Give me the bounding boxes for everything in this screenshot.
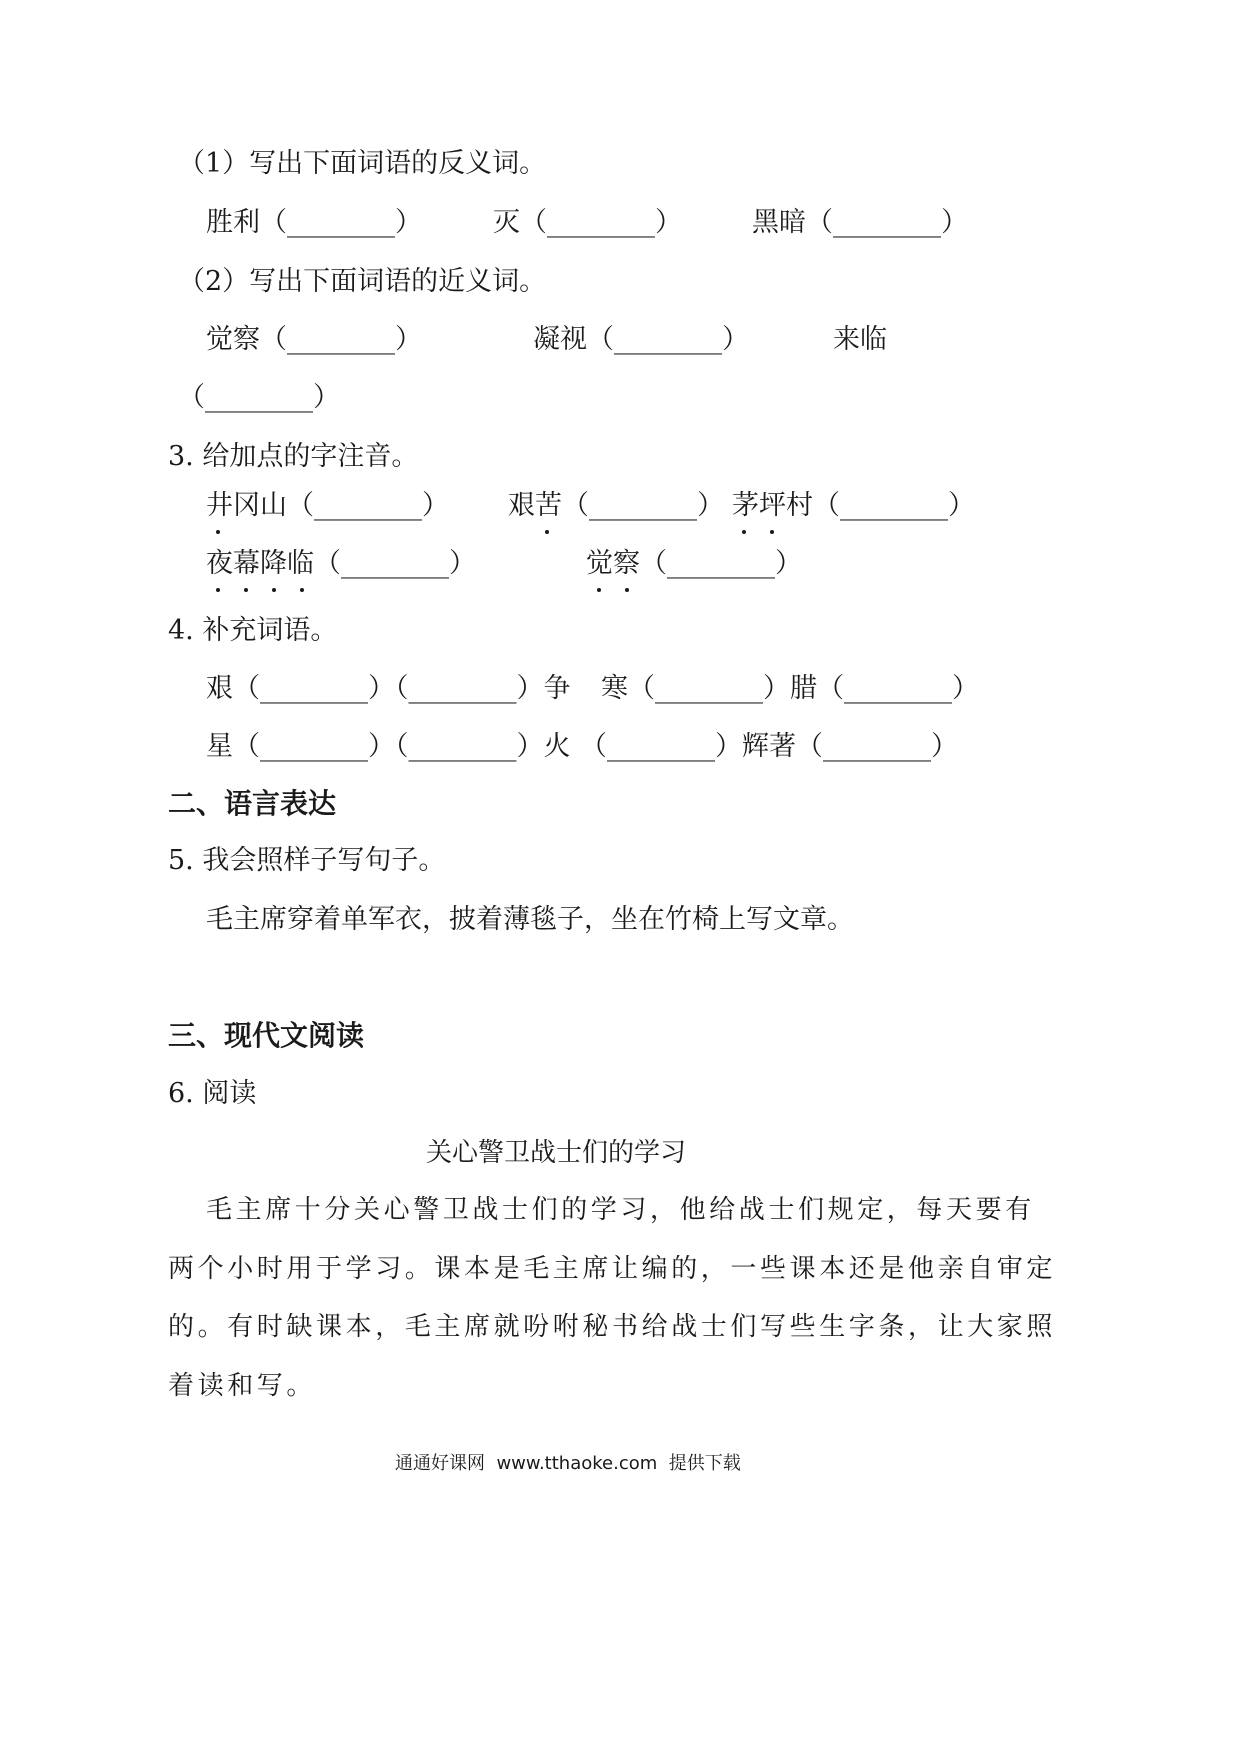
q5-example-sentence: 毛主席穿着单军衣，披着薄毯子，坐在竹椅上写文章。 (206, 904, 854, 935)
page-footer: 通通好课网 www.tthaoke.com 提供下载 (395, 1453, 741, 1474)
emphasis-dot (597, 588, 601, 592)
passage-line: 两个小时用于学习。课本是毛主席让编的，一些课本还是他亲自审定 (168, 1254, 1057, 1284)
passage-line: 毛主席十分关心警卫战士们的学习，他给战士们规定，每天要有 (206, 1195, 1035, 1225)
q3-item-jianku: 艰苦（________） (508, 490, 724, 521)
passage-line: 着读和写。 (168, 1371, 317, 1401)
emphasis-dot (216, 530, 220, 534)
section-heading-language-expression: 二、语言表达 (168, 787, 337, 820)
q3-item-maopingcun: 茅坪村（________） (732, 490, 975, 521)
q5-heading: 5. 我会照样子写句子。 (168, 845, 446, 876)
emphasis-dot (770, 530, 774, 534)
section-heading-modern-reading: 三、现代文阅读 (168, 1019, 365, 1052)
q4-item-jian-zheng: 艰（________）（________）争 (206, 673, 571, 704)
emphasis-dot (300, 588, 304, 592)
q3-item-yemujianglin: 夜幕降临（________） (206, 548, 476, 579)
q4-heading: 4. 补充词语。 (168, 615, 338, 646)
emphasis-dot (742, 530, 746, 534)
q1-item-victory: 胜利（________） (206, 207, 422, 238)
emphasis-dot (216, 588, 220, 592)
emphasis-dot (244, 588, 248, 592)
q2-item-perceive: 觉察（________） (206, 324, 422, 355)
passage-line: 的。有时缺课本，毛主席就吩咐秘书给战士们写些生字条，让大家照 (168, 1312, 1057, 1342)
emphasis-dot (272, 588, 276, 592)
passage-title: 关心警卫战士们的学习 (426, 1138, 687, 1168)
emphasis-dot (545, 530, 549, 534)
q2-item-arrive-blank: （________） (178, 382, 340, 413)
q6-heading: 6. 阅读 (168, 1078, 257, 1109)
q1-heading: （1）写出下面词语的反义词。 (178, 148, 547, 179)
q2-item-arrive: 来临 (833, 324, 887, 355)
q1-item-darkness: 黑暗（________） (752, 207, 968, 238)
q3-heading: 3. 给加点的字注音。 (168, 441, 419, 472)
q3-item-jinggangshan: 井冈山（________） (206, 490, 449, 521)
q2-heading: （2）写出下面词语的近义词。 (178, 266, 547, 297)
q4-item-xing-huo: 星（________）（________）火 (206, 731, 571, 762)
q1-item-extinguish: 灭（________） (493, 207, 682, 238)
q2-item-gaze: 凝视（________） (533, 324, 749, 355)
emphasis-dot (625, 588, 629, 592)
q4-item-hui-zhu: （________）辉著（________） (580, 731, 958, 762)
q3-item-juecha: 觉察（________） (586, 548, 802, 579)
q4-item-han-la: 寒（________）腊（________） (601, 673, 979, 704)
